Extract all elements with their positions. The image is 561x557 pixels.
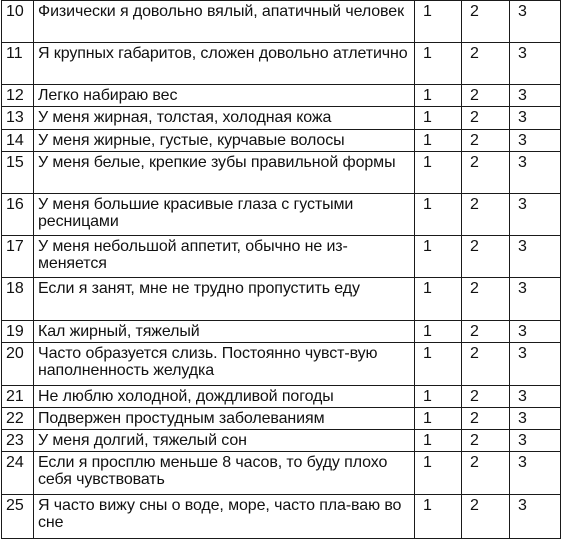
question-number: 24 — [2, 452, 34, 495]
score-option-2: 2 — [462, 321, 510, 343]
score-option-1: 1 — [415, 430, 462, 452]
question-number: 16 — [2, 194, 34, 236]
question-text: Часто образуется слизь. Постоянно чувст-вую наполненность желудка — [34, 343, 415, 386]
score-option-1: 1 — [415, 1, 462, 43]
table-row — [2, 278, 561, 321]
score-option-3: 3 — [510, 152, 561, 194]
question-text: Если я занят, мне не трудно пропустить еду — [34, 278, 415, 321]
score-option-1: 1 — [415, 386, 462, 408]
question-number: 20 — [2, 343, 34, 386]
question-text: У меня жирная, толстая, холодная кожа — [34, 107, 415, 130]
score-option-1: 1 — [415, 85, 462, 107]
score-option-2: 2 — [462, 130, 510, 152]
score-option-2: 2 — [462, 278, 510, 321]
score-option-3: 3 — [510, 1, 561, 43]
score-option-1: 1 — [415, 278, 462, 321]
questionnaire-rows — [2, 1, 561, 539]
question-number: 12 — [2, 85, 34, 107]
score-option-3: 3 — [510, 343, 561, 386]
score-option-3: 3 — [510, 43, 561, 85]
question-text: Я часто вижу сны о воде, море, часто пла-ваю во сне — [34, 495, 415, 539]
question-number: 10 — [2, 1, 34, 43]
question-text: У меня жирные, густые, курчавые волосы — [34, 130, 415, 152]
table-row — [2, 343, 561, 386]
score-option-3: 3 — [510, 321, 561, 343]
questionnaire-table — [1, 0, 561, 539]
table-row — [2, 430, 561, 452]
table-row — [2, 1, 561, 43]
score-option-1: 1 — [415, 152, 462, 194]
score-option-2: 2 — [462, 85, 510, 107]
table-row — [2, 152, 561, 194]
score-option-1: 1 — [415, 194, 462, 236]
score-option-1: 1 — [415, 107, 462, 130]
question-number: 23 — [2, 430, 34, 452]
question-text: Если я просплю меньше 8 часов, то буду плохо себя чувствовать — [34, 452, 415, 495]
table-row — [2, 194, 561, 236]
question-text: Подвержен простудным заболеваниям — [34, 408, 415, 430]
score-option-3: 3 — [510, 130, 561, 152]
score-option-2: 2 — [462, 43, 510, 85]
table-row — [2, 408, 561, 430]
table-row — [2, 43, 561, 85]
table-row — [2, 130, 561, 152]
score-option-1: 1 — [415, 130, 462, 152]
question-text: У меня долгий, тяжелый сон — [34, 430, 415, 452]
question-text: Не люблю холодной, дождливой погоды — [34, 386, 415, 408]
question-text: Легко набираю вес — [34, 85, 415, 107]
score-option-3: 3 — [510, 386, 561, 408]
score-option-1: 1 — [415, 343, 462, 386]
question-text: У меня небольшой аппетит, обычно не из-меняется — [34, 236, 415, 278]
table-row — [2, 85, 561, 107]
table-row — [2, 236, 561, 278]
score-option-1: 1 — [415, 452, 462, 495]
score-option-3: 3 — [510, 107, 561, 130]
score-option-3: 3 — [510, 408, 561, 430]
score-option-3: 3 — [510, 452, 561, 495]
score-option-3: 3 — [510, 85, 561, 107]
table-row — [2, 495, 561, 539]
question-text: Кал жирный, тяжелый — [34, 321, 415, 343]
score-option-3: 3 — [510, 495, 561, 539]
table-row — [2, 386, 561, 408]
score-option-2: 2 — [462, 1, 510, 43]
score-option-2: 2 — [462, 343, 510, 386]
score-option-3: 3 — [510, 278, 561, 321]
table-row — [2, 107, 561, 130]
score-option-3: 3 — [510, 236, 561, 278]
score-option-2: 2 — [462, 430, 510, 452]
question-text: У меня белые, крепкие зубы правильной формы — [34, 152, 415, 194]
table-row — [2, 452, 561, 495]
score-option-1: 1 — [415, 43, 462, 85]
question-number: 18 — [2, 278, 34, 321]
question-text: У меня большие красивые глаза с густыми ресницами — [34, 194, 415, 236]
score-option-3: 3 — [510, 430, 561, 452]
question-number: 13 — [2, 107, 34, 130]
question-text: Физически я довольно вялый, апатичный человек — [34, 1, 415, 43]
score-option-3: 3 — [510, 194, 561, 236]
score-option-2: 2 — [462, 152, 510, 194]
question-number: 25 — [2, 495, 34, 539]
score-option-1: 1 — [415, 321, 462, 343]
score-option-2: 2 — [462, 236, 510, 278]
question-number: 14 — [2, 130, 34, 152]
question-text: Я крупных габаритов, сложен довольно атлетично — [34, 43, 415, 85]
table-row — [2, 321, 561, 343]
question-number: 15 — [2, 152, 34, 194]
score-option-1: 1 — [415, 236, 462, 278]
score-option-2: 2 — [462, 107, 510, 130]
score-option-1: 1 — [415, 408, 462, 430]
score-option-2: 2 — [462, 452, 510, 495]
question-number: 22 — [2, 408, 34, 430]
score-option-1: 1 — [415, 495, 462, 539]
question-number: 17 — [2, 236, 34, 278]
question-number: 19 — [2, 321, 34, 343]
score-option-2: 2 — [462, 386, 510, 408]
question-number: 21 — [2, 386, 34, 408]
question-number: 11 — [2, 43, 34, 85]
score-option-2: 2 — [462, 495, 510, 539]
score-option-2: 2 — [462, 408, 510, 430]
score-option-2: 2 — [462, 194, 510, 236]
